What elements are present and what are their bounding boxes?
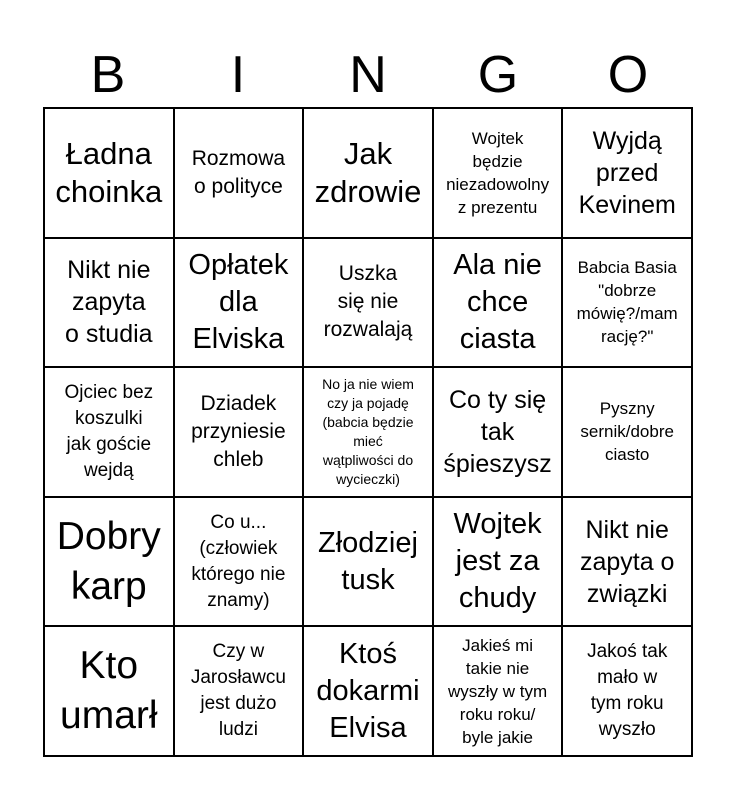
bingo-cell[interactable] xyxy=(562,626,692,756)
cell-text: Jakieś mi takie nie wyszły w tym roku roku/ byle jakie xyxy=(448,635,548,747)
cell-text: Złodziej tusk xyxy=(318,526,418,596)
bingo-cell[interactable] xyxy=(303,238,433,368)
bingo-cell[interactable] xyxy=(562,497,692,627)
bingo-cell[interactable] xyxy=(562,367,692,497)
cell-text: Ojciec bez koszulki jak goście wejdą xyxy=(64,381,154,481)
bingo-cell[interactable] xyxy=(174,238,304,368)
bingo-cell[interactable] xyxy=(174,497,304,627)
cell-text: Wojtek będzie niezadowolny z prezentu xyxy=(446,128,550,217)
cell-text: Nikt nie zapyta o związki xyxy=(579,515,675,608)
header-letter-n: N xyxy=(349,46,387,104)
bingo-cell[interactable] xyxy=(433,367,563,497)
header-letter-b: B xyxy=(90,46,126,104)
cell-text: Ładna choinka xyxy=(55,135,163,209)
cell-text: Rozmowa o polityce xyxy=(191,146,286,198)
bingo-cell[interactable] xyxy=(303,497,433,627)
cell-text: Co ty się tak śpieszysz xyxy=(443,385,552,478)
bingo-cell[interactable] xyxy=(562,108,692,238)
cell-text: Babcia Basia "dobrze mówię?/mam rację?" xyxy=(576,258,678,347)
cell-text: Opłatek dla Elviska xyxy=(188,248,289,355)
cell-text: Dziadek przyniesie chleb xyxy=(191,391,286,471)
bingo-cell[interactable] xyxy=(44,367,174,497)
cell-text: Czy w Jarosławcu jest dużo ludzi xyxy=(190,641,286,741)
bingo-cell[interactable] xyxy=(433,238,563,368)
cell-text: Co u... (człowiek którego nie znamy) xyxy=(191,511,286,611)
header-letter-i: I xyxy=(230,46,246,104)
bingo-cell[interactable] xyxy=(562,238,692,368)
bingo-cell[interactable] xyxy=(303,367,433,497)
bingo-cell[interactable] xyxy=(433,497,563,627)
cell-text: Nikt nie zapyta o studia xyxy=(65,256,153,349)
cell-text: Uszka się nie rozwalają xyxy=(323,262,413,342)
cell-text: Ktoś dokarmi Elvisa xyxy=(316,637,420,744)
cell-text: No ja nie wiem czy ja pojadę (babcia będzie mieć wątpliwości do wycieczki) xyxy=(322,375,414,487)
bingo-cell[interactable] xyxy=(433,626,563,756)
cell-text: Dobry karp xyxy=(56,514,161,608)
bingo-cell[interactable] xyxy=(44,497,174,627)
cell-text: Jak zdrowie xyxy=(314,135,422,209)
bingo-header xyxy=(43,44,693,106)
bingo-cell[interactable] xyxy=(174,108,304,238)
cell-text: Pyszny sernik/dobre ciasto xyxy=(580,399,674,465)
bingo-cell[interactable] xyxy=(433,108,563,238)
bingo-cell[interactable] xyxy=(303,108,433,238)
cell-text: Wyjdą przed Kevinem xyxy=(578,126,676,219)
bingo-cell[interactable] xyxy=(174,626,304,756)
header-letter-o: O xyxy=(607,46,649,104)
cell-text: Kto umarł xyxy=(60,644,158,738)
bingo-grid xyxy=(43,107,693,757)
cell-text: Wojtek jest za chudy xyxy=(453,508,542,615)
bingo-cell[interactable] xyxy=(44,626,174,756)
bingo-cell[interactable] xyxy=(303,626,433,756)
cell-text: Ala nie chce ciasta xyxy=(453,248,542,355)
header-letter-g: G xyxy=(477,46,519,104)
cell-text: Jakoś tak mało w tym roku wyszło xyxy=(587,641,668,741)
bingo-cell[interactable] xyxy=(174,367,304,497)
bingo-cell[interactable] xyxy=(44,108,174,238)
bingo-cell[interactable] xyxy=(44,238,174,368)
